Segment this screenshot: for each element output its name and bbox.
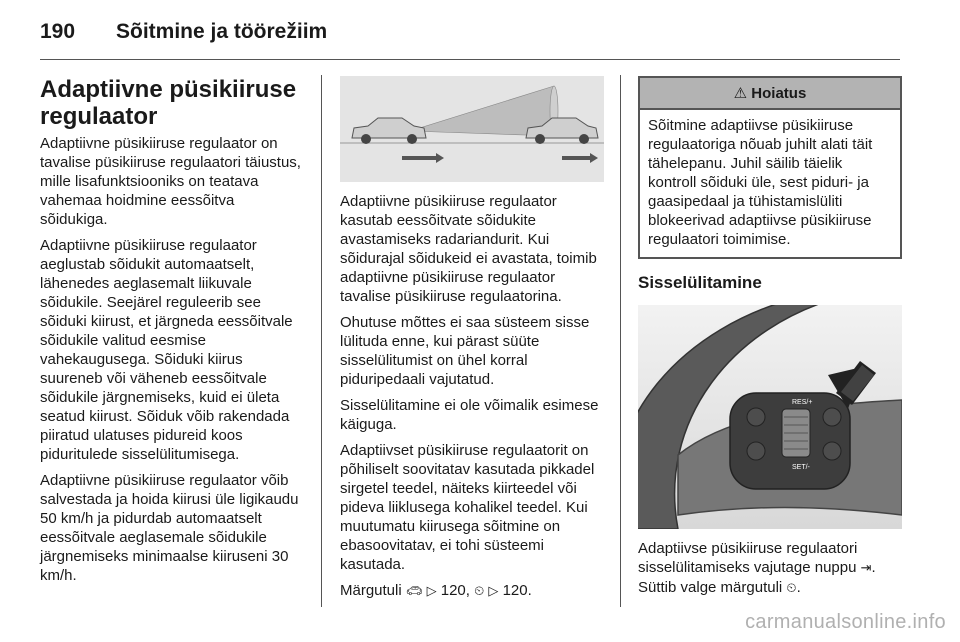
column-divider-2: [620, 75, 621, 607]
steering-wheel-illustration: [638, 305, 902, 529]
paragraph: Ohutuse mõttes ei saa süsteem sisse lülituda enne, kui pärast süüte sisselülitumist on ühel korral piduripedaali vajutatud.: [340, 314, 590, 388]
column-3: [638, 76, 902, 605]
column-1: [40, 76, 304, 592]
paragraph: Adaptiivse püsikiiruse regulaatori sisselülitamiseks vajutage nuppu ⇥. Süttib valge märgutuli ⏲.: [638, 540, 876, 596]
warning-icon: ⚠: [733, 84, 748, 102]
watermark: carmanualsonline.info: [745, 611, 946, 633]
column-2: [340, 76, 604, 608]
paragraph: Sisselülitamine ei ole võimalik esimese käiguga.: [340, 397, 599, 433]
cruise-button-icon: ⇥: [860, 561, 872, 576]
column-divider-1: [321, 75, 322, 607]
res-button-label: RES/+: [792, 399, 813, 406]
running-title: Sõitmine ja töörežiim: [116, 20, 328, 43]
warning-text: Sõitmine adaptiivse püsikiiruse regulaatoriga nõuab juhilt alati täit tähelepanu. Juhil säilib täielik kontroll sõiduki üle, sest piduri- ja gaasipedaal ja tühistamislüliti blokeerivad adaptiivse püsikiiruse regulaatori toimimise.: [648, 117, 873, 248]
cruise-indicator-icon: ⏲: [474, 584, 485, 599]
page-reference-icon: ▷: [488, 584, 499, 599]
paragraph: Adaptiivne püsikiiruse regulaator võib salvestada ja hoida kiirusi üle ligikaudu 50 km/h ja pidurdab automaatselt eessõitvale aeglasemale sõidukile järgnemiseks minimaalse kiiruseni 30 km/h.: [40, 472, 299, 584]
page-header: [40, 20, 900, 60]
section-title: Adaptiivne püsikiiruse regulaator: [40, 76, 297, 130]
cancel-button: [747, 408, 765, 426]
car-indicator-icon: 🚗︎: [405, 584, 423, 599]
paragraph: Adaptiivne püsikiiruse regulaator aeglustab sõidukit automaatselt, lähenedes aeglasemalt liikuvale sõidukile. Seejärel reguleerib see sõiduki kiirust, et järgneda eessõitvale sõidukile valitud eesmise vahekaugusega. Sõiduki kiirus suureneb või väheneb eessõitvale sõidukile järgnemiseks, kuid ei ületa seatud kiirust. Sõiduk võib rakendada piiratud ulatuses pidureid koos piduritulede sisselülitumisega.: [40, 237, 293, 463]
header-rule: [40, 59, 900, 60]
activation-button: [823, 408, 841, 426]
paragraph: Adaptiivset püsikiiruse regulaatorit on põhiliselt soovitatav kasutada pikkadel sirgetel teedel, näiteks kiirteedel või pideva liiklusega kohalikel teedel. Kui muutumatu kiirusega sõitmine on ebasoovitatav, ei tohi süsteemi kasutada.: [340, 442, 595, 573]
paragraph: Adaptiivne püsikiiruse regulaator kasutab eessõitvate sõidukite avastamiseks radariandurit. Kui sõidurajal sõidukeid ei avastata, toimib adaptiivne püsikiiruse regulaator tavalise püsikiiruse regulaatorina.: [340, 193, 597, 305]
page-reference-icon: ▷: [426, 584, 437, 599]
warning-header: ⚠ Hoiatus: [640, 78, 900, 110]
warning-box: [638, 76, 902, 259]
subsection-title: Sisselülitamine: [638, 273, 762, 292]
limiter-button: [823, 442, 841, 460]
radar-illustration: [340, 76, 604, 182]
distance-button: [747, 442, 765, 460]
page-number: 190: [40, 20, 76, 43]
cruise-indicator-icon: ⏲: [786, 581, 797, 596]
paragraph: Adaptiivne püsikiiruse regulaator on tavalise püsikiiruse regulaatori täiustus, mille lisafunktsiooniks on teatava vahemaa hoidmine eessõitva sõidukiga.: [40, 135, 301, 228]
indicator-reference: Märgutuli 🚗︎ ▷ 120, ⏲ ▷ 120.: [340, 582, 532, 599]
set-button-label: SET/-: [792, 464, 810, 471]
